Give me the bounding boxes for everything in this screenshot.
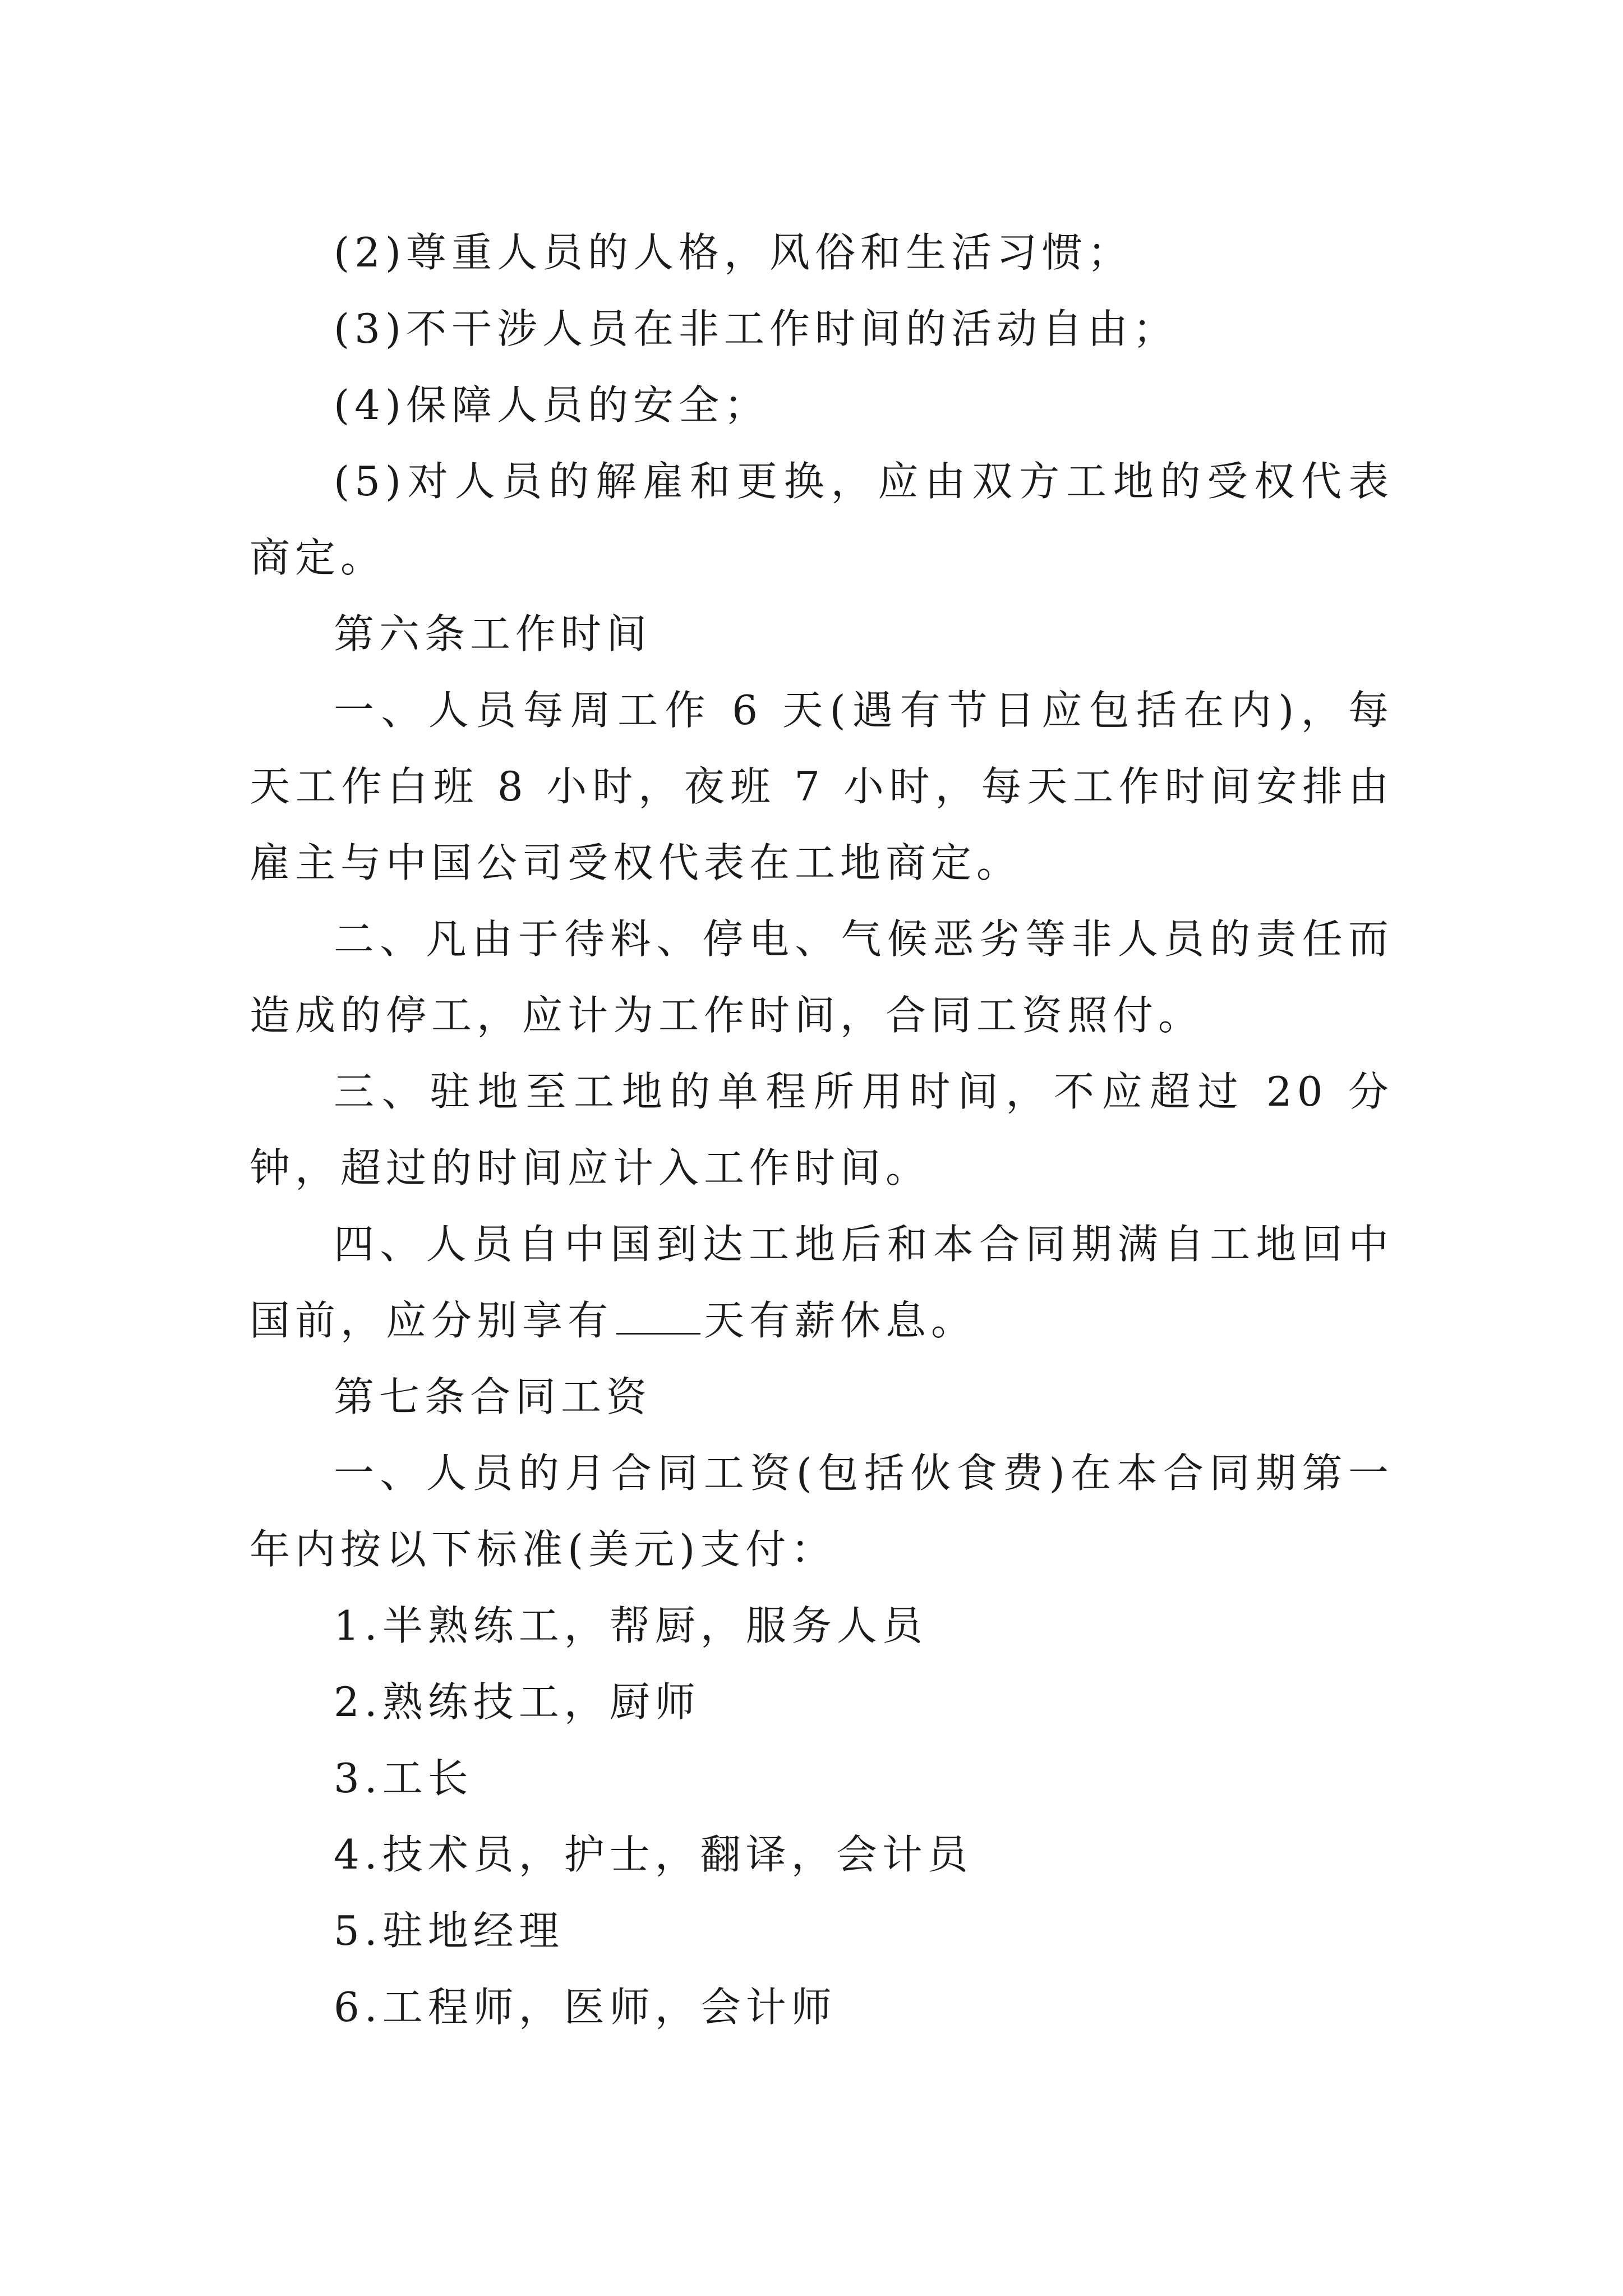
paragraph: 一、人员的月合同工资(包括伙食费)在本合同期第一年内按以下标准(美元)支付： xyxy=(250,1450,1394,1573)
paragraph: (3)不干涉人员在非工作时间的活动自由； xyxy=(334,305,1178,352)
wage-list-item: 6.工程师，医师，会计师 xyxy=(334,1984,837,2031)
paragraph: (4)保障人员的安全； xyxy=(334,381,769,429)
paragraph-rest-days xyxy=(250,1206,1394,1359)
rest-text-before: 四、人员自中国到达工地后和本合同期满自工地回中国前，应分别享有 xyxy=(250,1221,1394,1344)
paragraph: (2)尊重人员的人格，风俗和生活习惯； xyxy=(334,229,1133,276)
section-heading: 第七条合同工资 xyxy=(334,1373,652,1420)
document-body xyxy=(250,214,1394,2045)
paragraph: 三、驻地至工地的单程所用时间，不应超过 20 分钟，超过的时间应计入工作时间。 xyxy=(250,1068,1394,1191)
wage-list-item: 3.工长 xyxy=(334,1755,473,1802)
fill-in-blank xyxy=(616,1299,700,1335)
paragraph: 一、人员每周工作 6 天(遇有节日应包括在内)，每天工作白班 8 小时，夜班 7 小时，每天工作时间安排由雇主与中国公司受权代表在工地商定。 xyxy=(250,687,1394,886)
wage-list-item: 1.半熟练工，帮厨，服务人员 xyxy=(334,1602,928,1649)
wage-list-item: 5.驻地经理 xyxy=(334,1907,564,1954)
rest-text-after: 天有薪休息。 xyxy=(704,1297,977,1344)
paragraph: (5)对人员的解雇和更换，应由双方工地的受权代表商定。 xyxy=(250,458,1394,581)
section-heading: 第六条工作时间 xyxy=(334,610,652,657)
wage-list-item: 4.技术员，护士，翻译，会计员 xyxy=(334,1831,973,1878)
paragraph: 二、凡由于待料、停电、气候恶劣等非人员的责任而造成的停工，应计为工作时间，合同工资照付。 xyxy=(250,915,1394,1039)
wage-list-item: 2.熟练技工，厨师 xyxy=(334,1678,700,1726)
